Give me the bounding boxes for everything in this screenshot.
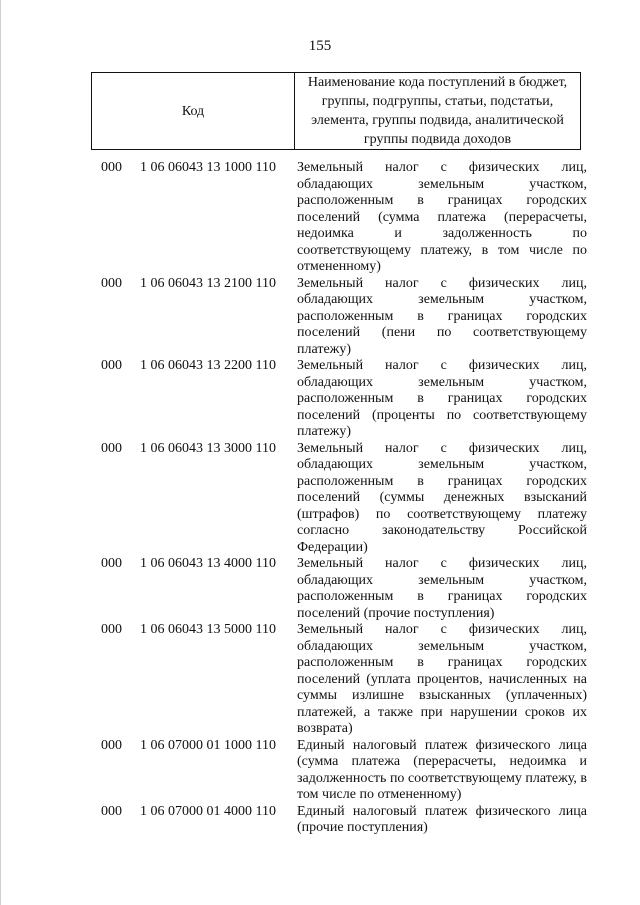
income-code: 1 06 06043 13 3000 110 [140,440,276,456]
table-row [0,276,640,359]
income-code: 1 06 07000 01 1000 110 [140,737,276,753]
table-row [0,804,640,837]
income-code-list [0,160,640,837]
admin-code: 000 [101,440,122,456]
admin-code: 000 [101,622,122,637]
admin-code: 000 [101,556,122,571]
admin-code: 000 [101,737,122,753]
table-row [0,441,640,557]
table-row [0,556,640,622]
header-code-cell: Код [92,73,295,150]
table-header [91,72,581,150]
admin-code: 000 [101,803,122,819]
admin-code: 000 [101,275,122,291]
header-name-cell: Наименование кода поступлений в бюджет, группы, подгруппы, статьи, подстатьи, элемента, группы подвида, аналитической группы подвида доходов [295,73,581,150]
income-name: Земельный налог с физических лиц, обладающих земельным участком, расположенным в границах городских поселений (пени по соответствующему платежу) [297,275,587,357]
income-code: 1 06 07000 01 4000 110 [140,803,276,819]
income-name: Земельный налог с физических лиц, обладающих земельным участком, расположенным в границах городских поселений (уплата процентов, начисленных на суммы излишне взысканных (уплаченных) платежей, а также при нарушении сроков их возврата) [297,622,587,736]
income-name: Единый налоговый платеж физического лица (прочие поступления) [297,803,587,835]
income-code: 1 06 06043 13 2100 110 [140,275,276,291]
income-name: Земельный налог с физических лиц, обладающих земельным участком, расположенным в границах городских поселений (сумма платежа (перерасчеты, недоимка и задолженность по соответствующему платежу, в том числе по отмененному) [297,160,587,274]
table-row [0,622,640,738]
table-row [0,738,640,804]
income-name: Земельный налог с физических лиц, обладающих земельным участком, расположенным в границах городских поселений (прочие поступления) [297,556,587,621]
admin-code: 000 [101,160,122,175]
page-number: 155 [308,38,332,54]
admin-code: 000 [101,358,122,373]
income-name: Земельный налог с физических лиц, обладающих земельным участком, расположенным в границах городских поселений (суммы денежных взысканий (штрафов) по соответствующему платежу согласно законодательству Российской Федерации) [297,440,587,555]
income-name: Земельный налог с физических лиц, обладающих земельным участком, расположенным в границах городских поселений (проценты по соответствующему платежу) [297,358,587,439]
table-row [0,160,640,276]
table-row [0,358,640,441]
income-name: Единый налоговый платеж физического лица (сумма платежа (перерасчеты, недоимка и задолженность по соответствующему платежу, в том числе по отмененному) [297,737,587,802]
income-code: 1 06 06043 13 4000 110 [140,556,276,571]
income-code: 1 06 06043 13 5000 110 [140,622,276,637]
income-code: 1 06 06043 13 2200 110 [140,358,276,373]
income-code: 1 06 06043 13 1000 110 [140,160,276,175]
